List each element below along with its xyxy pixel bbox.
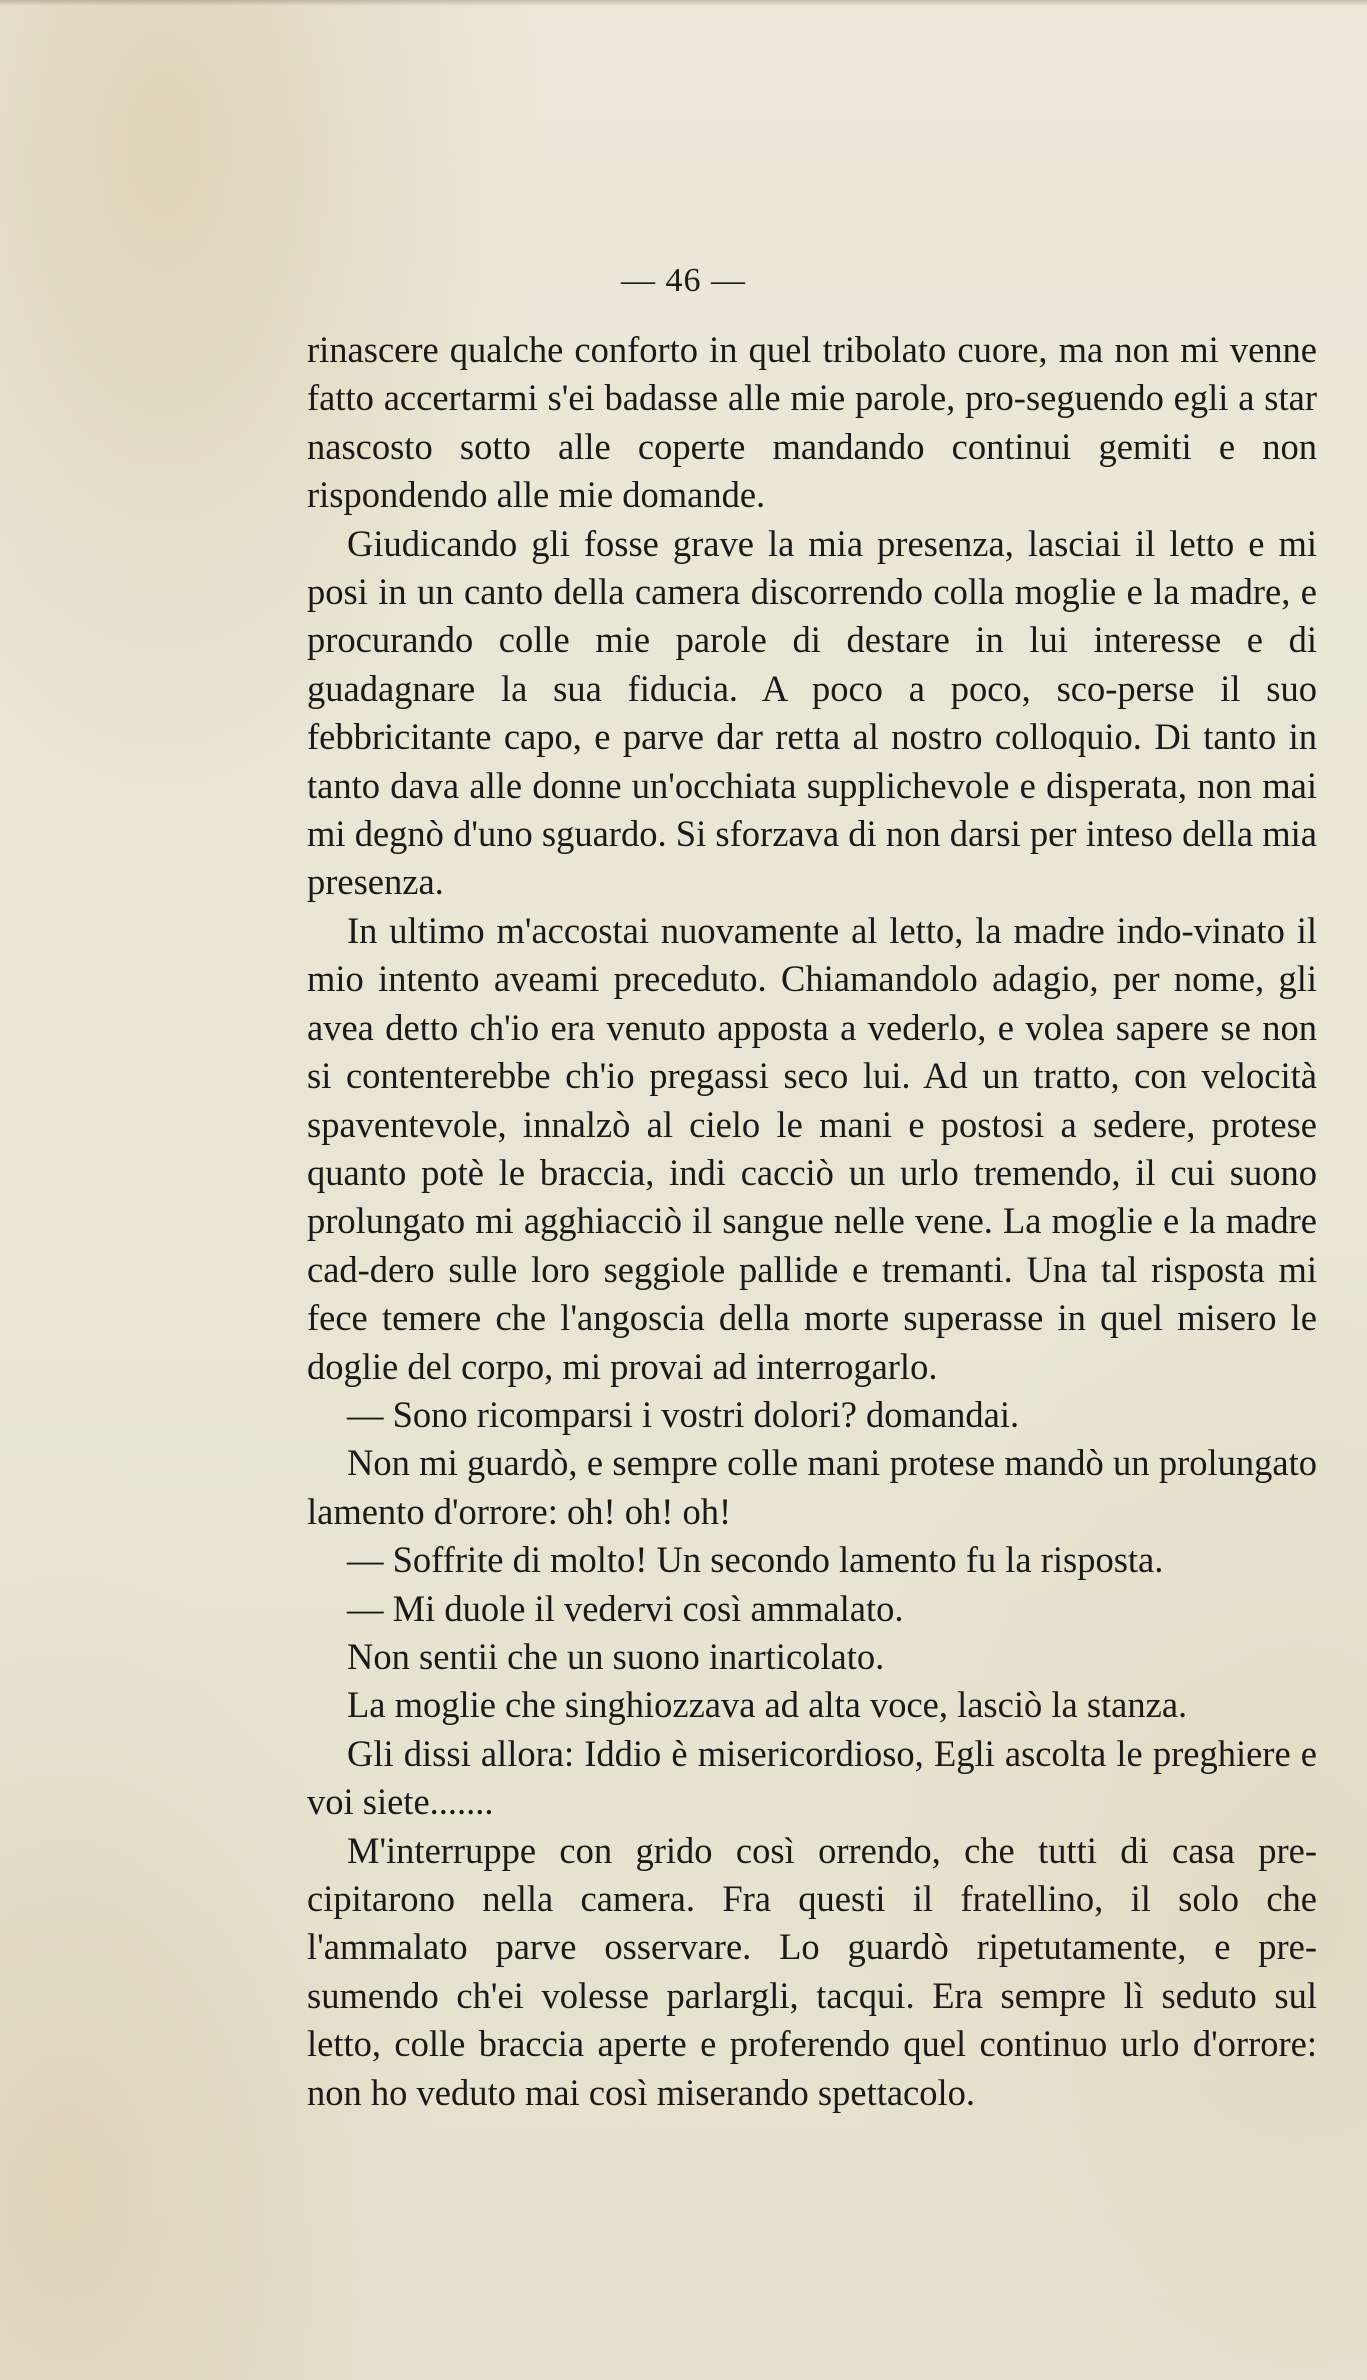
paragraph: Gli dissi allora: Iddio è misericordioso, Egli ascolta le preghiere e voi siete.......	[307, 1732, 1317, 1823]
paragraph: M'interruppe con grido così orrendo, che tutti di casa pre-cipitarono nella camera. Fra questi il fratellino, il solo che l'ammalato parve osservare. Lo guardò ripetutamente, e pre-sumendo ch'ei volesse parlargli, tacqui. Era sempre lì seduto sul letto, colle braccia aperte e proferendo quel continuo urlo d'orrore: non ho veduto mai così miserando spettacolo.	[307, 1829, 1317, 2113]
paragraph: In ultimo m'accostai nuovamente al letto, la madre indo-vinato il mio intento aveami preceduto. Chiamandolo adagio, per nome, gli avea detto ch'io era venuto apposta a vederlo, e volea sapere se non si contenterebbe ch'io pregassi seco lui. Ad un tratto, con velocità spaventevole, innalzò al cielo le mani e postosi a sedere, protese quanto potè le braccia, indi cacciò un urlo tremendo, il cui suono prolungato mi agghiacciò il sangue nelle vene. La moglie e la madre cad-dero sulle loro seggiole pallide e tremanti. Una tal risposta mi fece temere che l'angoscia della morte superasse in quel misero le doglie del corpo, mi provai ad interrogarlo.	[307, 909, 1317, 1387]
paragraph: — Sono ricomparsi i vostri dolori? domandai.	[347, 1393, 1020, 1435]
paragraph: La moglie che singhiozzava ad alta voce, lasciò la stanza.	[347, 1684, 1188, 1726]
paragraph: — Mi duole il vedervi così ammalato.	[347, 1587, 904, 1629]
paragraph: — Soffrite di molto! Un secondo lamento fu la risposta.	[347, 1539, 1164, 1581]
paragraph: Non sentii che un suono inarticolato.	[347, 1635, 885, 1677]
body-text	[307, 326, 1317, 2117]
page-top-edge	[0, 0, 1367, 6]
paragraph: Giudicando gli fosse grave la mia presenza, lasciai il letto e mi posi in un canto della camera discorrendo colla moglie e la madre, e procurando colle mie parole di destare in lui interesse e di guadagnare la sua fiducia. A poco a poco, sco-perse il suo febbricitante capo, e parve dar retta al nostro colloquio. Di tanto in tanto dava alle donne un'occhiata supplichevole e disperata, non mai mi degnò d'uno sguardo. Si sforzava di non darsi per inteso della mia presenza.	[307, 522, 1317, 903]
paragraph: Non mi guardò, e sempre colle mani protese mandò un prolungato lamento d'orrore: oh! oh! oh!	[307, 1442, 1317, 1532]
page-number: — 46 —	[621, 262, 746, 299]
paragraph: rinascere qualche conforto in quel tribolato cuore, ma non mi venne fatto accertarmi s'ei badasse alle mie parole, pro-seguendo egli a star nascosto sotto alle coperte mandando continui gemiti e non rispondendo alle mie domande.	[307, 329, 1317, 516]
